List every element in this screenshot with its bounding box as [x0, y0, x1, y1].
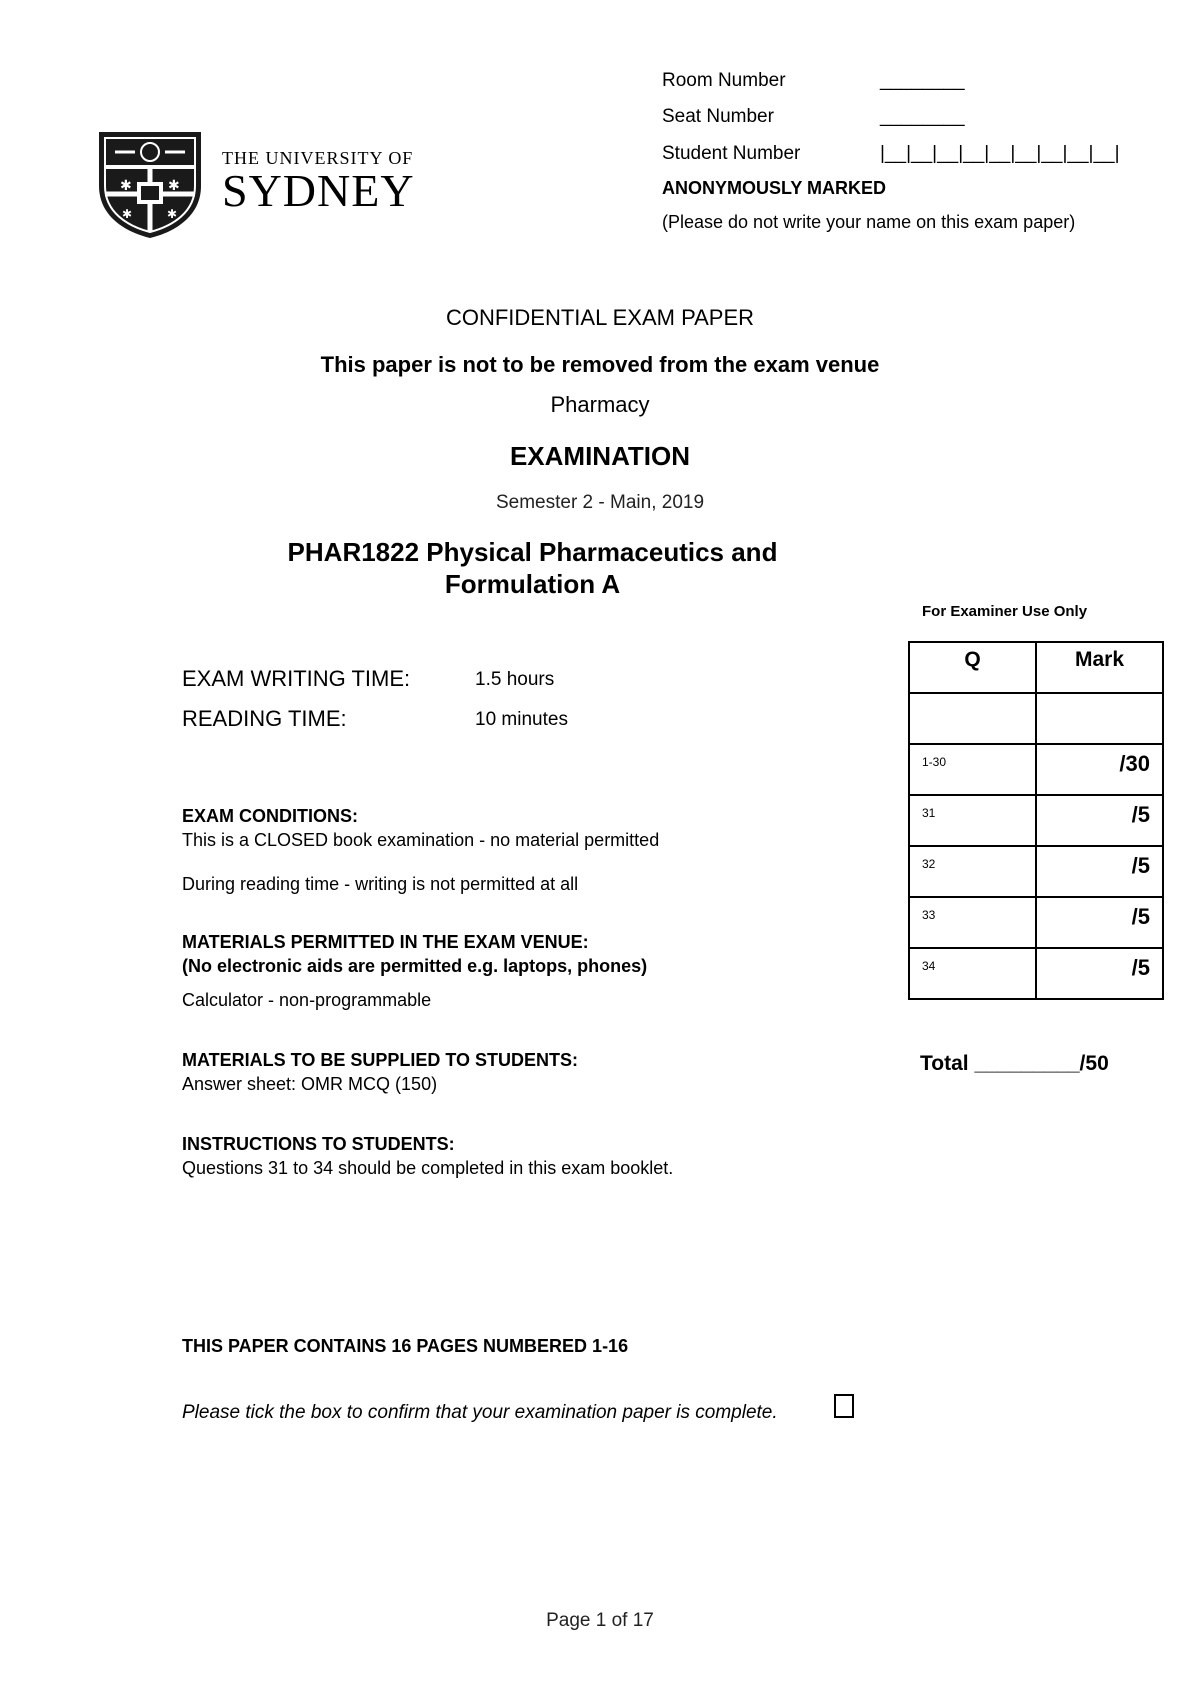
materials-supplied-heading: MATERIALS TO BE SUPPLIED TO STUDENTS: — [182, 1050, 579, 1070]
course-title-line1: PHAR1822 Physical Pharmaceutics and — [287, 537, 778, 567]
mark-cell[interactable]: /30 — [1036, 744, 1163, 795]
course-title-line2: Formulation A — [444, 569, 621, 599]
not-removed-notice: This paper is not to be removed from the exam venue — [320, 352, 880, 377]
question-cell: 31 — [909, 795, 1036, 846]
table-row — [909, 846, 1163, 897]
materials-permitted-item: Calculator - non-programmable — [182, 990, 432, 1010]
confidential-heading: CONFIDENTIAL EXAM PAPER — [445, 305, 755, 330]
table-row — [909, 744, 1163, 795]
materials-supplied-item: Answer sheet: OMR MCQ (150) — [182, 1074, 438, 1094]
table-header-row — [909, 642, 1163, 693]
examination-heading: EXAMINATION — [509, 441, 691, 471]
confirm-checkbox[interactable] — [834, 1394, 854, 1418]
mark-cell[interactable]: /5 — [1036, 897, 1163, 948]
materials-permitted-subheading: (No electronic aids are permitted e.g. laptops, phones) — [182, 956, 648, 976]
anonymously-marked-label: ANONYMOUSLY MARKED — [662, 178, 887, 198]
instructions-heading: INSTRUCTIONS TO STUDENTS: — [182, 1134, 455, 1154]
mark-cell[interactable]: /5 — [1036, 795, 1163, 846]
exam-conditions-line1: This is a CLOSED book examination - no material permitted — [182, 830, 660, 850]
mark-cell[interactable] — [1036, 693, 1163, 744]
reading-time-value: 10 minutes — [475, 709, 568, 730]
exam-conditions-heading: EXAM CONDITIONS: — [182, 806, 359, 826]
instructions-text: Questions 31 to 34 should be completed in this exam booklet. — [182, 1158, 674, 1178]
faculty-name: Pharmacy — [550, 392, 650, 417]
wordmark-line1: THE UNIVERSITY OF — [222, 148, 414, 168]
name-warning-note: (Please do not write your name on this exam paper) — [662, 212, 1076, 232]
examiner-marks-table — [908, 641, 1164, 1000]
room-number-field[interactable]: ________ — [880, 70, 965, 91]
svg-text:✱: ✱ — [122, 207, 133, 221]
seat-number-label: Seat Number — [662, 106, 774, 127]
semester-label: Semester 2 - Main, 2019 — [495, 492, 705, 513]
materials-permitted-heading: MATERIALS PERMITTED IN THE EXAM VENUE: — [182, 932, 589, 952]
examiner-use-caption: For Examiner Use Only — [922, 603, 1088, 620]
reading-time-label: READING TIME: — [182, 706, 347, 731]
question-cell: 32 — [909, 846, 1036, 897]
svg-text:✱: ✱ — [167, 207, 178, 221]
mark-cell[interactable]: /5 — [1036, 948, 1163, 999]
writing-time-label: EXAM WRITING TIME: — [182, 666, 411, 691]
university-crest-icon — [95, 128, 205, 245]
page-footer: Page 1 of 17 — [546, 1610, 654, 1631]
column-header-mark: Mark — [1036, 642, 1163, 693]
svg-text:✱: ✱ — [120, 178, 132, 194]
exam-conditions-line2: During reading time - writing is not permitted at all — [182, 874, 579, 894]
seat-number-field[interactable]: ________ — [880, 106, 965, 127]
table-row — [909, 795, 1163, 846]
writing-time-value: 1.5 hours — [475, 669, 555, 690]
question-cell: 33 — [909, 897, 1036, 948]
room-number-label: Room Number — [662, 70, 786, 91]
university-wordmark — [222, 148, 415, 214]
table-row — [909, 897, 1163, 948]
question-cell — [909, 693, 1036, 744]
student-number-label: Student Number — [662, 143, 801, 164]
student-number-field[interactable]: |__|__|__|__|__|__|__|__|__| — [880, 143, 1120, 164]
mark-cell[interactable]: /5 — [1036, 846, 1163, 897]
table-row — [909, 693, 1163, 744]
question-cell: 1-30 — [909, 744, 1036, 795]
confirm-complete-text: Please tick the box to confirm that your examination paper is complete. — [182, 1402, 778, 1423]
page-count-note: THIS PAPER CONTAINS 16 PAGES NUMBERED 1-16 — [182, 1336, 629, 1356]
total-mark: Total _________/50 — [920, 1052, 1109, 1075]
table-row — [909, 948, 1163, 999]
column-header-q: Q — [909, 642, 1036, 693]
wordmark-line2: SYDNEY — [222, 165, 415, 216]
question-cell: 34 — [909, 948, 1036, 999]
svg-text:✱: ✱ — [168, 178, 180, 194]
course-title — [200, 536, 865, 600]
